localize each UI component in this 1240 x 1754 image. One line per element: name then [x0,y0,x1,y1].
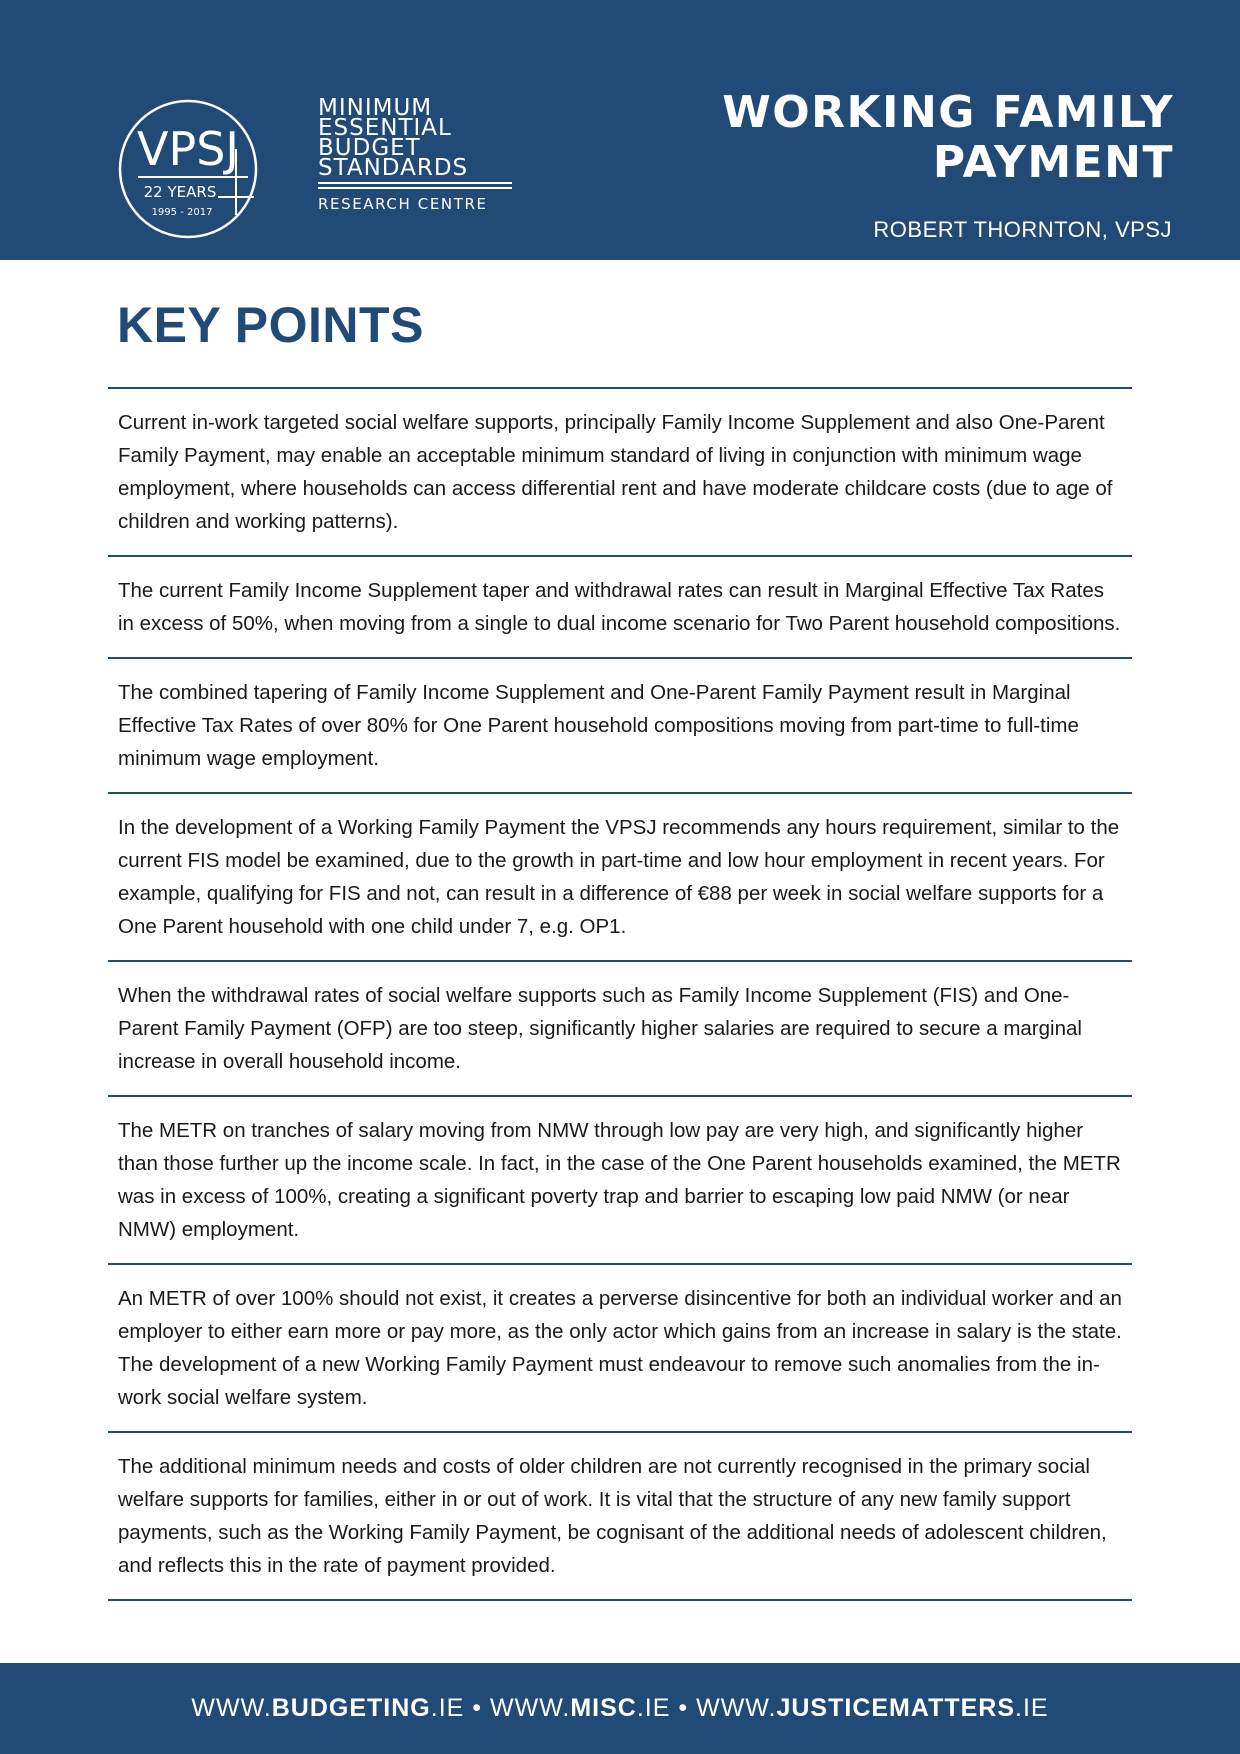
divider [108,1599,1132,1601]
key-point-2: The current Family Income Supplement taper and withdrawal rates can result in Marginal Effective Tax Rates in excess of 50%, when moving from a single to dual income scenario for Two Parent household compositions. [118,579,1121,635]
footer-link-justicematters[interactable]: WWW.JUSTICEMATTERS.IE [696,1694,1049,1722]
author-line: ROBERT THORNTON, VPSJ [873,217,1172,242]
logo-years: 22 YEARS [143,183,217,201]
footer-link-misc[interactable]: WWW.MISC.IE [490,1694,671,1722]
mebs-line-1: MINIMUM [318,95,433,121]
footer-separator: • [678,1694,689,1722]
key-point-6: The METR on tranches of salary moving from NMW through low pay are very high, and significantly higher than those further up the income scale. In fact, in the case of the One Parent households examined, the METR was in excess of 100%, creating a significant poverty trap and barrier to escaping low paid NMW (or near NMW) employment. [118,1119,1121,1241]
key-point-4: In the development of a Working Family Payment the VPSJ recommends any hours requirement, similar to the current FIS model be examined, due to the growth in part-time and low hour employment in recent years. For example, qualifying for FIS and not, can result in a difference of €88 per week in social welfare supports for a One Parent household with one child under 7, e.g. OP1. [118,816,1120,938]
mebs-line-2: ESSENTIAL [318,115,452,141]
key-point-7: An METR of over 100% should not exist, it creates a perverse disincentive for both an individual worker and an employer to either earn more or pay more, as the only actor which gains from an increase in salary is the state. The development of a new Working Family Payment must endeavour to remove such anomalies from the in-work social welfare system. [118,1287,1122,1409]
key-point-8: The additional minimum needs and costs of older children are not currently recognised in the primary social welfare supports for families, either in or out of work. It is vital that the structure of any new family support payments, such as the Working Family Payment, be cognisant of the additional needs of adolescent children, and reflects this in the rate of payment provided. [118,1455,1107,1577]
key-points-list [108,387,1132,1601]
logo-span: 1995 - 2017 [151,207,213,218]
page-footer [0,1663,1240,1754]
key-point-5: When the withdrawal rates of social welfare supports such as Family Income Supplement (FIS) and One-Parent Family Payment (OFP) are too steep, significantly higher salaries are required to secure a marginal increase in overall household income. [118,984,1082,1073]
mebs-logo [318,95,518,213]
mebs-divider [318,182,512,184]
key-point-1: Current in-work targeted social welfare supports, principally Family Income Supplement and also One-Parent Family Payment, may enable an acceptable minimum standard of living in conjunction with minimum wage employment, where households can access differential rent and have moderate childcare costs (due to age of children and working patterns). [118,411,1113,533]
key-point-3: The combined tapering of Family Income Supplement and One-Parent Family Payment result in Marginal Effective Tax Rates of over 80% for One Parent household compositions moving from part-time to full-time minimum wage employment. [118,681,1079,770]
mebs-research-centre: RESEARCH CENTRE [318,195,488,213]
title-line-1: WORKING FAMILY [722,87,1174,138]
mebs-divider-2 [318,187,512,189]
mebs-line-4: STANDARDS [318,155,469,181]
logo-letters: VPSJ [137,122,239,176]
footer-link-budgeting[interactable]: WWW.BUDGETING.IE [191,1694,465,1722]
footer-separator: • [472,1694,483,1722]
section-heading: KEY POINTS [117,297,424,353]
mebs-line-3: BUDGET [318,135,421,161]
title-line-2: PAYMENT [932,137,1174,188]
page-header [0,0,1240,260]
vpsj-logo [118,97,266,241]
document-title [614,88,1174,188]
